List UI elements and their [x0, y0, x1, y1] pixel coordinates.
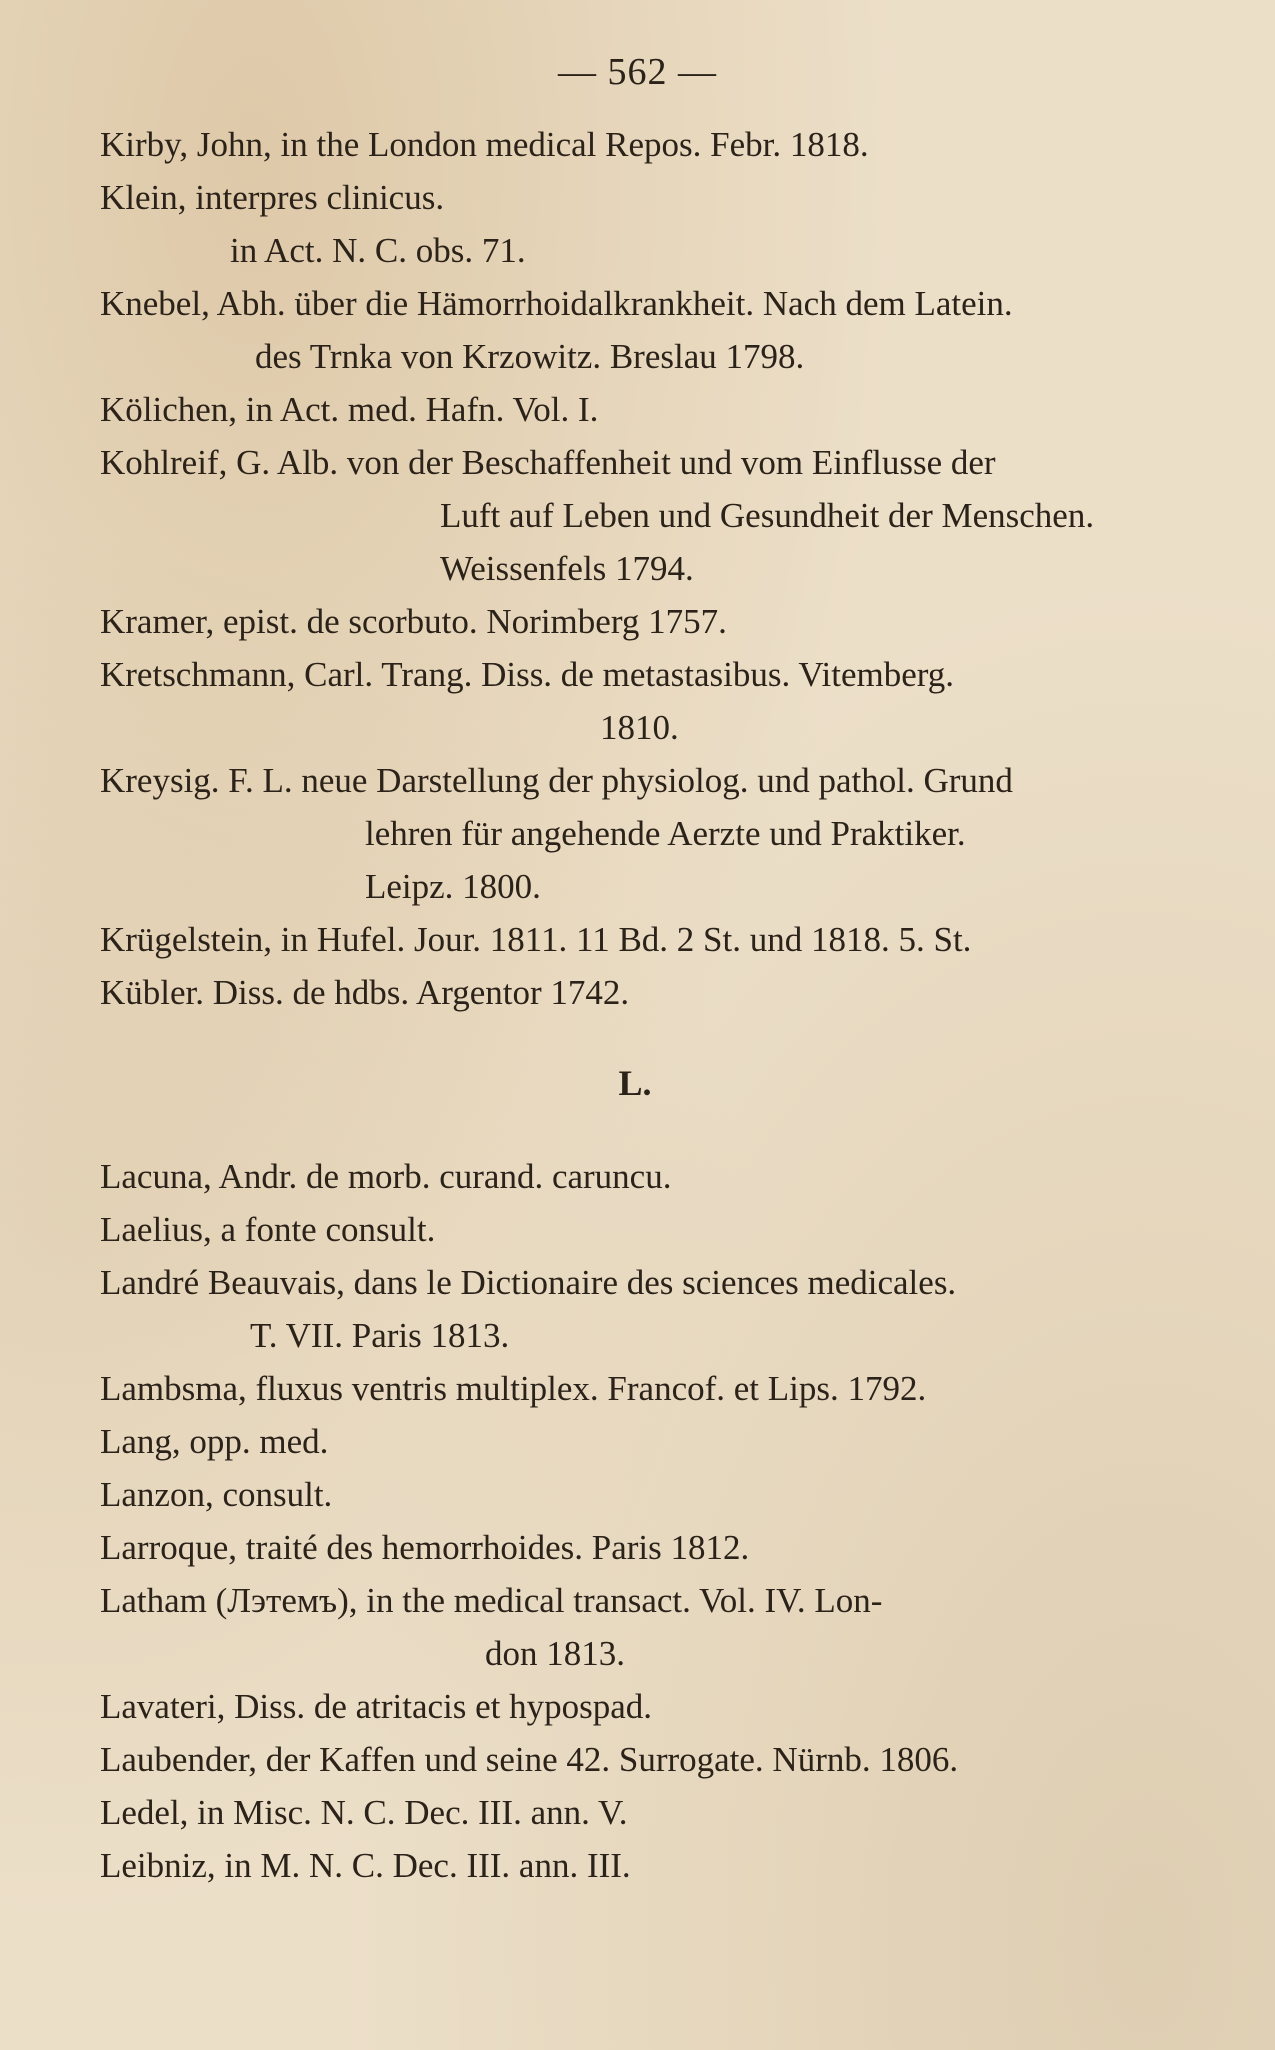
entry-line: Larroque, traité des hemorrhoides. Paris 1812.	[100, 1528, 750, 1567]
entry-line: Kübler. Diss. de hdbs. Argentor 1742.	[100, 973, 630, 1012]
entry-lavateri	[100, 1680, 1210, 1733]
entry-line: Klein, interpres clinicus.	[100, 178, 445, 217]
entry-ledel	[100, 1786, 1210, 1839]
entry-line: Kohlreif, G. Alb. von der Beschaffenheit und vom Einflusse der	[100, 443, 996, 482]
entry-continuation: 1810.	[600, 708, 679, 747]
entry-lambsma	[100, 1362, 1210, 1415]
entry-line: Laelius, a fonte consult.	[100, 1210, 436, 1249]
entry-laelius	[100, 1203, 1210, 1256]
entry-kreysig	[100, 754, 1210, 913]
entry-leibniz	[100, 1839, 1210, 1892]
section-heading: L.	[618, 1063, 652, 1103]
entry-kramer	[100, 595, 1210, 648]
entry-landre-beauvais	[100, 1256, 1210, 1362]
entry-line: Kretschmann, Carl. Trang. Diss. de metastasibus. Vitemberg.	[100, 655, 955, 694]
entry-koelichen	[100, 383, 1210, 436]
entry-lacuna	[100, 1150, 1210, 1203]
entry-line: Lang, opp. med.	[100, 1422, 329, 1461]
entry-continuation: don 1813.	[485, 1634, 625, 1673]
entry-laubender	[100, 1733, 1210, 1786]
entry-line: Leibniz, in M. N. C. Dec. III. ann. III.	[100, 1846, 631, 1885]
entry-line: Kirby, John, in the London medical Repos. Febr. 1818.	[100, 125, 869, 164]
entry-knebel	[100, 277, 1210, 383]
entry-line: Ledel, in Misc. N. C. Dec. III. ann. V.	[100, 1793, 628, 1832]
page-number: — 562 —	[558, 51, 717, 93]
entry-continuation: Weissenfels 1794.	[440, 549, 694, 588]
entry-line: Kreysig. F. L. neue Darstellung der physiolog. und pathol. Grund	[100, 761, 1013, 800]
entry-kohlreif	[100, 436, 1210, 595]
entry-continuation: des Trnka von Krzowitz. Breslau 1798.	[255, 337, 805, 376]
entry-line: Laubender, der Kaffen und seine 42. Surrogate. Nürnb. 1806.	[100, 1740, 959, 1779]
entry-continuation: Leipz. 1800.	[365, 867, 541, 906]
entry-line: Kramer, epist. de scorbuto. Norimberg 1757.	[100, 602, 727, 641]
entry-line: Kölichen, in Act. med. Hafn. Vol. I.	[100, 390, 599, 429]
entry-line: Lacuna, Andr. de morb. curand. caruncu.	[100, 1157, 672, 1196]
entry-larroque	[100, 1521, 1210, 1574]
entry-line: Krügelstein, in Hufel. Jour. 1811. 11 Bd. 2 St. und 1818. 5. St.	[100, 920, 972, 959]
entry-line: Knebel, Abh. über die Hämorrhoidalkrankheit. Nach dem Latein.	[100, 284, 1013, 323]
entry-line: Lambsma, fluxus ventris multiplex. Francof. et Lips. 1792.	[100, 1369, 927, 1408]
entry-line: Latham (Лэтемъ), in the medical transact. Vol. IV. Lon-	[100, 1581, 883, 1620]
entry-line: Landré Beauvais, dans le Dictionaire des sciences medicales.	[100, 1263, 957, 1302]
entry-continuation: lehren für angehende Aerzte und Praktiker.	[365, 814, 966, 853]
entry-lanzon	[100, 1468, 1210, 1521]
entry-kirby	[100, 118, 1210, 171]
entry-continuation: T. VII. Paris 1813.	[250, 1316, 510, 1355]
bibliography-list	[100, 118, 1210, 1892]
entry-latham	[100, 1574, 1210, 1680]
entry-line: Lavateri, Diss. de atritacis et hypospad.	[100, 1687, 653, 1726]
entry-kretschmann	[100, 648, 1210, 754]
entry-lang	[100, 1415, 1210, 1468]
entry-klein	[100, 171, 1210, 277]
entry-line: Lanzon, consult.	[100, 1475, 333, 1514]
entry-kruegelstein	[100, 913, 1210, 966]
entry-kuebler	[100, 966, 1210, 1019]
entry-continuation: in Act. N. C. obs. 71.	[230, 231, 526, 270]
entry-continuation: Luft auf Leben und Gesundheit der Menschen.	[440, 496, 1095, 535]
